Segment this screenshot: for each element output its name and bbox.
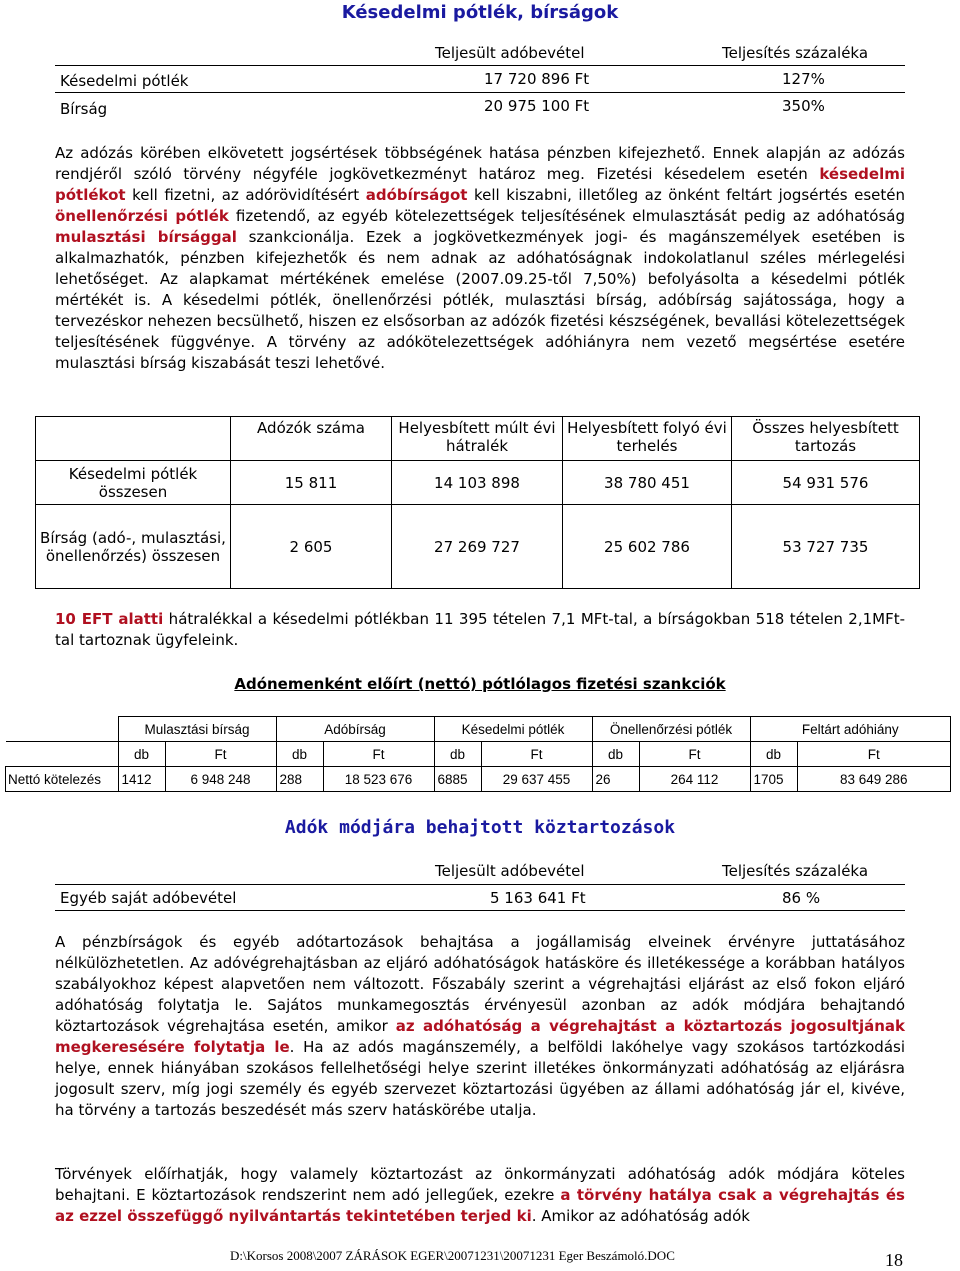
group-tax-fine: Adóbírság bbox=[276, 717, 434, 742]
net-sanctions-table bbox=[5, 716, 951, 792]
footer-file-path: D:\Korsos 2008\2007 ZÁRÁSOK EGER\20071231\20071231 Eger Beszámoló.DOC bbox=[230, 1248, 675, 1263]
cell-value: 15 811 bbox=[231, 461, 392, 505]
row-label-late-fee: Késedelmi pótlék bbox=[60, 72, 189, 90]
cell-value: 1705 bbox=[750, 767, 797, 792]
header-total-debt: Összes helyesbített tartozás bbox=[732, 417, 920, 461]
group-revealed-deficit: Feltárt adóhiány bbox=[750, 717, 951, 742]
cell-value: 29 637 455 bbox=[481, 767, 592, 792]
cell-value: 54 931 576 bbox=[732, 461, 920, 505]
row-label-late-fee-total: Késedelmi pótlék összesen bbox=[36, 461, 231, 505]
col-header-percent: Teljesítés százaléka bbox=[722, 862, 869, 880]
fine-percent: 350% bbox=[782, 97, 825, 115]
late-fee-percent: 127% bbox=[782, 70, 825, 88]
cell-value: 6 948 248 bbox=[165, 767, 276, 792]
row-label-net-obligation: Nettó kötelezés bbox=[6, 767, 119, 792]
cell-value: 53 727 735 bbox=[732, 505, 920, 589]
divider bbox=[55, 910, 905, 911]
cell-value: 18 523 676 bbox=[323, 767, 434, 792]
group-self-revision-fee: Önellenőrzési pótlék bbox=[592, 717, 750, 742]
header-current-burden: Helyesbített folyó évi terhelés bbox=[563, 417, 732, 461]
fine-revenue: 20 975 100 Ft bbox=[484, 97, 590, 115]
sub-header-ft: Ft bbox=[165, 742, 276, 767]
group-omission-fine: Mulasztási bírság bbox=[118, 717, 276, 742]
other-revenue-percent: 86 % bbox=[782, 889, 821, 907]
cell-value: 27 269 727 bbox=[392, 505, 563, 589]
cell-value: 38 780 451 bbox=[563, 461, 732, 505]
cell-value: 288 bbox=[276, 767, 323, 792]
table-row bbox=[6, 767, 951, 792]
table-row bbox=[36, 505, 920, 589]
row-label-other-revenue: Egyéb saját adóbevétel bbox=[60, 889, 237, 907]
cell-value: 1412 bbox=[118, 767, 165, 792]
sub-header-ft: Ft bbox=[481, 742, 592, 767]
header-past-arrears: Helyesbített múlt évi hátralék bbox=[392, 417, 563, 461]
col-header-percent: Teljesítés százaléka bbox=[722, 44, 869, 62]
cell-value: 2 605 bbox=[231, 505, 392, 589]
row-label-fine: Bírság bbox=[60, 100, 108, 118]
sub-header-ft: Ft bbox=[797, 742, 951, 767]
cell-value: 264 112 bbox=[639, 767, 750, 792]
cell-value: 14 103 898 bbox=[392, 461, 563, 505]
header-taxpayers: Adózók száma bbox=[231, 417, 392, 461]
section-title-penalties: Késedelmi pótlék, bírságok bbox=[341, 2, 619, 23]
sub-header-db: db bbox=[434, 742, 481, 767]
paragraph-legal-consequences: Az adózás körében elkövetett jogsértések többségének hatása pénzben kifejezhető. Ennek alapján az adózás rendjéről szóló törvény négyféle jogkövetkezményt határoz meg. Fizetési késedelem esetén késedelmi pótlékot kell fizetni, az adórövidítésért adóbírságot kell kiszabni, illetőleg az önként feltárt jogsértés esetén önellenőrzési pótlék fizetendő, az egyéb kötelezettségek teljesítésének elmulasztását pedig az adóhatóság mulasztási bírsággal szankcionálja. Ezek a jogkövetkezmények jogi- és magánszemélyek esetében is alkalmazhatók, pénzben kifejezhetők és nem adnak az adóhatóságnak indokolatlanul széles mérlegelési lehetőséget. Az alapkamat mértékének emelése (2007.09.25-től 7,50%) befolyásolta a késedelmi pótlék mértékét is. A késedelmi pótlék, önellenőrzési pótlék, mulasztási bírság, adóbírság sajátossága, hogy a tervezéskor nehezen becsülhető, hiszen ez elsősorban az adózók fizetési készségének, bevallási kötelezettségek teljesítésének függvénye. A törvény az adókötelezettségek adóhiányra nem vezető megsértése esetére mulasztási bírság kiszabását teszi lehetővé. bbox=[55, 144, 905, 372]
sub-header-ft: Ft bbox=[323, 742, 434, 767]
cell-value: 25 602 786 bbox=[563, 505, 732, 589]
divider bbox=[55, 92, 905, 93]
late-fee-revenue: 17 720 896 Ft bbox=[484, 70, 590, 88]
paragraph-arrears-below-10k: 10 EFT alatti hátralékkal a késedelmi pótlékban 11 395 tételen 7,1 MFt-tal, a bírságokban 518 tételen 2,1MFt-tal tartoznak ügyfeleink. bbox=[55, 610, 905, 649]
section-title-collected-public-debts: Adók módjára behajtott köztartozások bbox=[284, 817, 676, 838]
sub-header-ft: Ft bbox=[639, 742, 750, 767]
section-title-net-sanctions: Adónemenként előírt (nettó) pótlólagos fizetési szankciók bbox=[234, 675, 726, 693]
cell-value: 26 bbox=[592, 767, 639, 792]
paragraph-enforcement: A pénzbírságok és egyéb adótartozások behajtása a jogállamiság elveinek érvényre juttatásához nélkülözhetetlen. Az adóvégrehajtásban az eljáró adóhatóságok hatásköre és illetékessége a korábban hatályos szabályokhoz képest alapvetően nem változott. Főszabály szerint a végrehajtási eljárást az első fokon eljáró adóhatóság folytatja le. Sajátos munkamegosztás érvényesül azonban az adók módjára behajtandó köztartozások végrehajtása esetén, amikor az adóhatóság a végrehajtást a köztartozás jogosultjának megkeresésére folytatja le. Ha az adós magánszemély, a belföldi lakóhelye vagy szokásos tartózkodási helye, ennek hiányában szokásos fellelhetőségi helye szerint illetékes önkormányzati adóhatóság az eljárásra jogosult szerv, míg jogi személy és egyéb szervezet köztartozási ügyében az állami adóhatóság jár el, kivéve, ha törvény a tartozás beszedését más szerv hatáskörébe utalja. bbox=[55, 933, 906, 1119]
col-header-revenue: Teljesült adóbevétel bbox=[435, 862, 585, 880]
paragraph-municipal-collection: Törvények előírhatják, hogy valamely köztartozást az önkormányzati adóhatóság adók módjára köteles behajtani. E köztartozások rendszerint nem adó jellegűek, ezekre a törvény hatálya csak a végrehajtás és az ezzel összefüggő nyilvántartás tekintetében terjed ki. Amikor az adóhatóság adók bbox=[55, 1165, 905, 1225]
sub-header-db: db bbox=[592, 742, 639, 767]
cell-value: 6885 bbox=[434, 767, 481, 792]
row-label-fine-total: Bírság (adó-, mulasztási, önellenőrzés) összesen bbox=[36, 505, 231, 589]
divider bbox=[55, 65, 905, 66]
col-header-revenue: Teljesült adóbevétel bbox=[435, 44, 585, 62]
debtor-summary-table bbox=[35, 416, 920, 589]
other-revenue-value: 5 163 641 Ft bbox=[490, 889, 586, 907]
table-row bbox=[36, 461, 920, 505]
page-number: 18 bbox=[885, 1250, 903, 1270]
sub-header-db: db bbox=[750, 742, 797, 767]
cell-value: 83 649 286 bbox=[797, 767, 951, 792]
divider bbox=[55, 884, 905, 885]
sub-header-db: db bbox=[276, 742, 323, 767]
group-late-fee: Késedelmi pótlék bbox=[434, 717, 592, 742]
sub-header-db: db bbox=[118, 742, 165, 767]
